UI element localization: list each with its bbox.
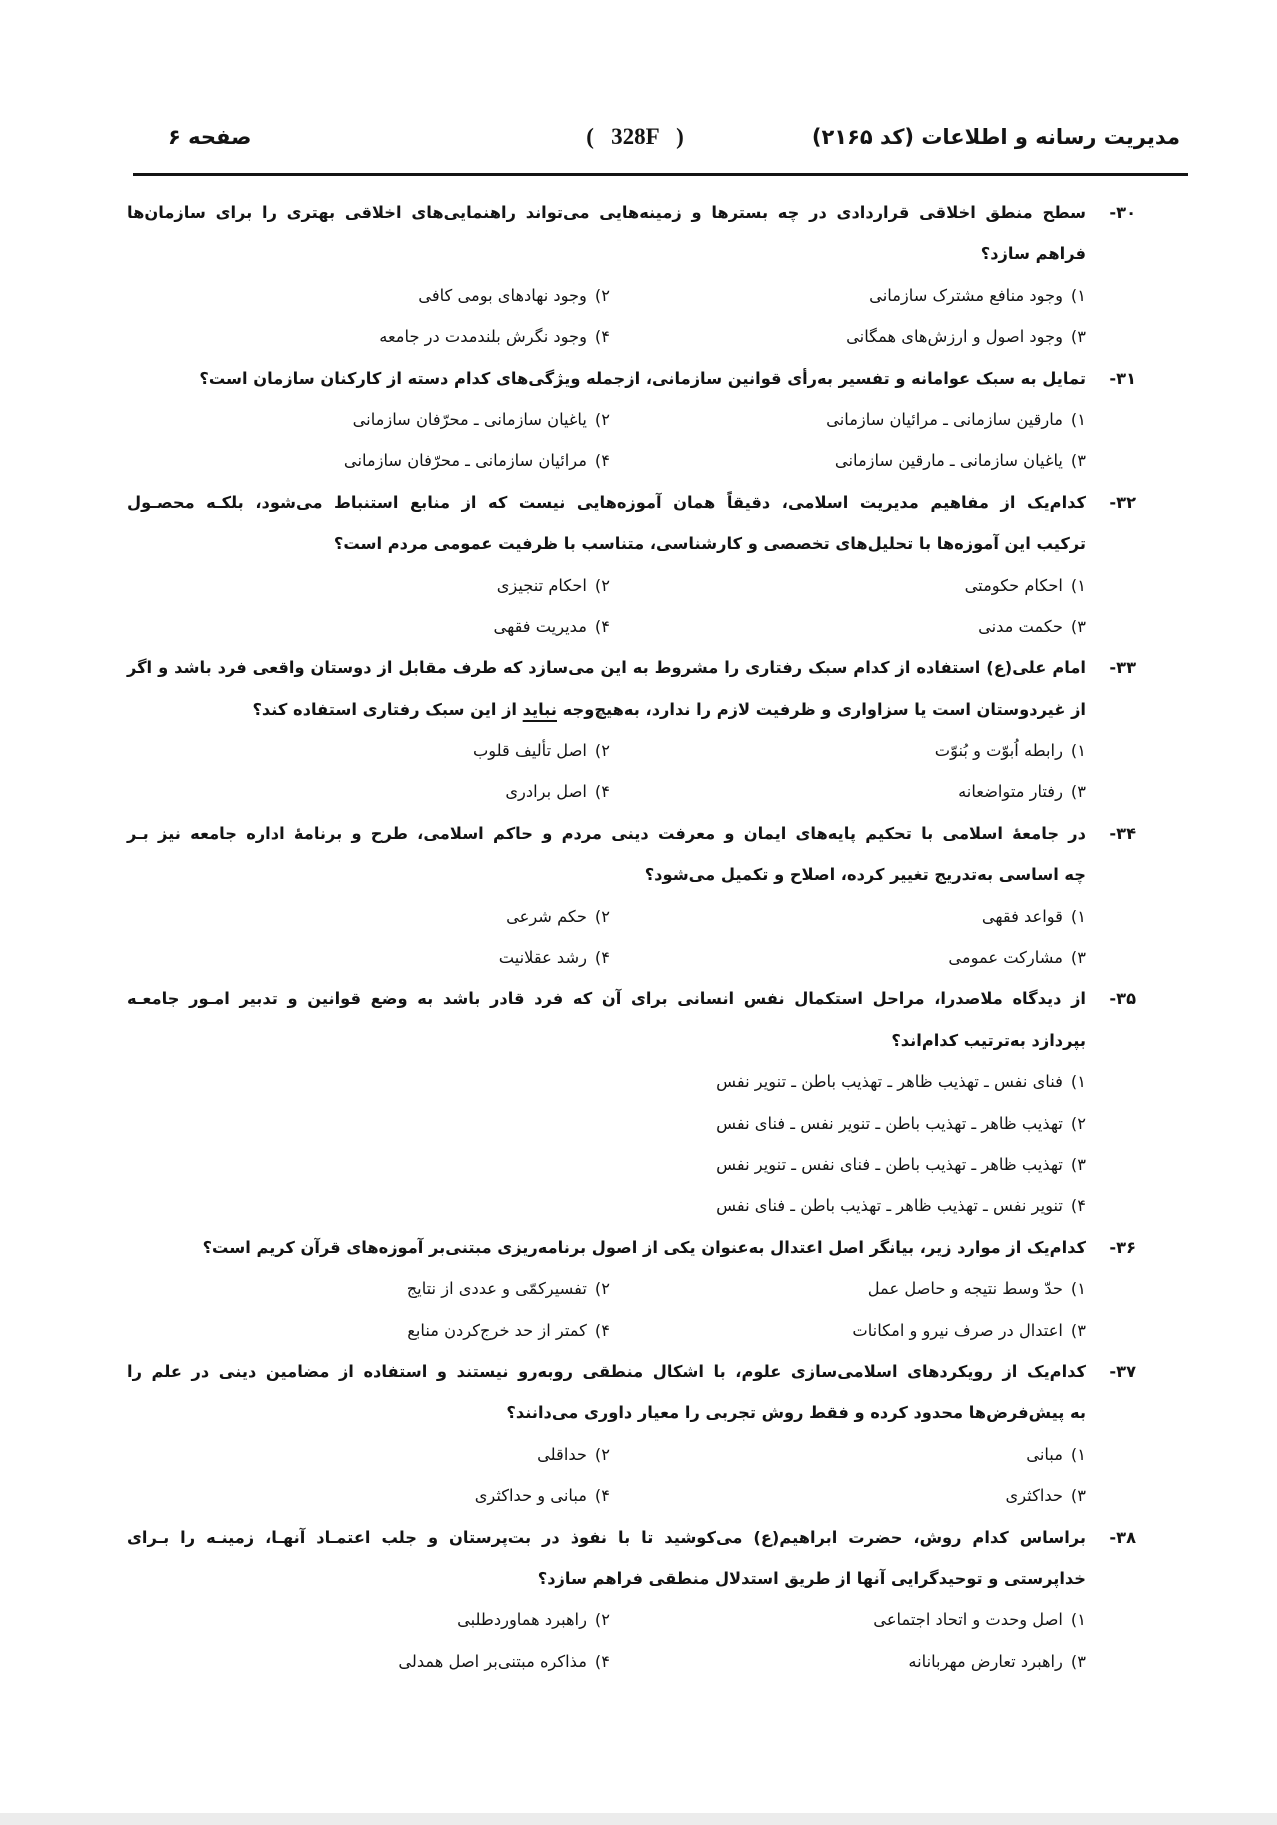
option-text: فنای نفس ـ تهذیب ظاهر ـ تهذیب باطن ـ تنویر نفس xyxy=(716,1072,1063,1092)
option-number: ۱) xyxy=(1070,1072,1086,1092)
question-item xyxy=(127,1351,1136,1517)
option-number: ۲) xyxy=(594,1279,610,1299)
option-item xyxy=(127,316,610,357)
option-item xyxy=(610,730,1086,771)
option-item xyxy=(610,565,1086,606)
question-item xyxy=(127,358,1136,482)
option-text: وجود نهادهای بومی کافی xyxy=(418,285,587,305)
option-text: اصل برادری xyxy=(505,782,587,802)
question-number: ۳۶- xyxy=(1109,1237,1136,1257)
question-stem-line: ترکیب این آموزه‌ها با تحلیل‌های تخصصی و کارشناسی، متناسب با ظرفیت عمومی مردم است؟ xyxy=(333,534,1086,554)
option-text: تفسیرکمّی و عددی از نتایج xyxy=(406,1279,587,1299)
question-stem-line: کدام‌یک از مفاهیم مدیریت اسلامی، دقیقاً همان آموزه‌هایی نیست که از منابع استنباط می‌شود، بلکـه محصـول xyxy=(127,492,1086,512)
option-item xyxy=(127,440,610,481)
option-item xyxy=(610,316,1086,357)
question-number: ۳۱- xyxy=(1109,368,1136,388)
option-item xyxy=(610,1434,1086,1475)
question-body xyxy=(127,358,1086,482)
question-stem-line: به پیش‌فرض‌ها محدود کرده و فقط روش تجربی را معیار داوری می‌دانند؟ xyxy=(506,1403,1086,1423)
question-stem-line: در جامعهٔ اسلامی با تحکیم پایه‌های ایمان و معرفت دینی مردم و حاکم اسلامی، طرح و برنامهٔ اداره جامعه نیز بـر xyxy=(127,823,1086,843)
option-number: ۴) xyxy=(594,1486,610,1506)
option-item xyxy=(610,1310,1086,1351)
option-text: حداقلی xyxy=(537,1444,587,1464)
option-text: کمتر از حد خرج‌کردن منابع xyxy=(407,1320,587,1340)
option-number: ۱) xyxy=(1070,741,1086,761)
question-item xyxy=(127,1227,1136,1351)
option-item xyxy=(127,1310,610,1351)
option-item xyxy=(127,399,610,440)
option-item xyxy=(127,1185,1086,1226)
option-number: ۲) xyxy=(594,285,610,305)
option-number: ۱) xyxy=(1070,906,1086,926)
question-body xyxy=(127,647,1086,813)
option-item xyxy=(127,1641,610,1682)
question-item xyxy=(127,978,1136,1226)
option-item xyxy=(127,771,610,812)
question-item xyxy=(127,647,1136,813)
option-text: رابطه اُبوّت و بُنوّت xyxy=(934,741,1063,761)
option-text: وجود منافع مشترک سازمانی xyxy=(869,285,1063,305)
question-body xyxy=(127,978,1086,1226)
option-item xyxy=(127,896,610,937)
question-number: ۳۷- xyxy=(1109,1361,1136,1381)
option-item xyxy=(127,1599,610,1640)
question-number: ۳۴- xyxy=(1109,823,1136,843)
header-rule xyxy=(133,173,1188,176)
option-text: رفتار متواضعانه xyxy=(958,782,1063,802)
question-number: ۳۵- xyxy=(1109,989,1136,1009)
option-number: ۴) xyxy=(594,451,610,471)
option-item xyxy=(610,771,1086,812)
option-item xyxy=(610,1641,1086,1682)
question-number: ۳۲- xyxy=(1109,492,1136,512)
question-stem-line: براساس کدام روش، حضرت ابراهیم(ع) می‌کوشید تا با نفوذ در بت‌پرستان و جلب اعتمـاد آنهـا، زمینـه را بـرای xyxy=(127,1527,1086,1547)
option-text: مذاکره مبتنی‌بر اصل همدلی xyxy=(398,1651,587,1671)
question-body xyxy=(127,813,1086,979)
option-text: احکام حکومتی xyxy=(964,575,1063,595)
option-text: مارقین سازمانی ـ مرائیان سازمانی xyxy=(826,409,1063,429)
option-item xyxy=(610,937,1086,978)
option-number: ۳) xyxy=(1070,451,1086,471)
question-stem xyxy=(127,1517,1086,1600)
option-text: اصل وحدت و اتحاد اجتماعی xyxy=(873,1610,1063,1630)
question-stem-line: از دیدگاه ملاصدرا، مراحل استکمال نفس انسانی برای آن که فرد قادر باشد به وضع قوانین و تدبیر امـور جامعـه xyxy=(127,989,1086,1009)
question-number: ۳۸- xyxy=(1109,1527,1136,1547)
option-number: ۴) xyxy=(594,782,610,802)
option-item xyxy=(610,440,1086,481)
option-list xyxy=(127,1061,1086,1227)
option-number: ۲) xyxy=(594,575,610,595)
question-stem xyxy=(127,813,1086,896)
option-number: ۲) xyxy=(594,1610,610,1630)
option-item xyxy=(610,606,1086,647)
option-number: ۲) xyxy=(594,906,610,926)
option-item xyxy=(127,1061,1086,1102)
option-text: تهذیب ظاهر ـ تهذیب باطن ـ فنای نفس ـ تنویر نفس xyxy=(716,1154,1063,1174)
option-item xyxy=(610,1599,1086,1640)
question-stem xyxy=(127,1351,1086,1434)
option-text: یاغیان سازمانی ـ مارقین سازمانی xyxy=(834,451,1063,471)
option-list xyxy=(127,1268,1086,1351)
question-body xyxy=(127,1517,1086,1683)
question-item xyxy=(127,192,1136,358)
question-stem-line: خداپرستی و توحیدگرایی آنها از طریق استدلال منطقی فراهم سازد؟ xyxy=(537,1568,1086,1588)
question-item xyxy=(127,813,1136,979)
option-text: رشد عقلانیت xyxy=(498,948,587,968)
option-list xyxy=(127,1434,1086,1517)
question-stem xyxy=(127,647,1086,730)
option-text: مبانی و حداکثری xyxy=(474,1486,587,1506)
question-body xyxy=(127,1351,1086,1517)
option-text: راهبرد تعارض مهربانانه xyxy=(908,1651,1063,1671)
question-stem-line: امام علی(ع) استفاده از کدام سبک رفتاری را مشروط به این می‌سازد که طرف مقابل از دوستان واقعی فرد باشد و اگر xyxy=(127,658,1086,678)
question-stem-line: فراهم سازد؟ xyxy=(980,244,1086,264)
option-number: ۴) xyxy=(594,948,610,968)
option-number: ۴) xyxy=(594,616,610,636)
option-item xyxy=(127,565,610,606)
question-list xyxy=(127,192,1136,1682)
question-stem-line: کدام‌یک از رویکردهای اسلامی‌سازی علوم، با اشکال منطقی روبه‌رو نیستند و استفاده از مضامین دینی در علم را xyxy=(127,1361,1086,1381)
option-item xyxy=(610,275,1086,316)
option-item xyxy=(127,275,610,316)
option-number: ۱) xyxy=(1070,1610,1086,1630)
option-number: ۳) xyxy=(1070,616,1086,636)
option-item xyxy=(127,1434,610,1475)
option-number: ۱) xyxy=(1070,409,1086,429)
option-text: اعتدال در صرف نیرو و امکانات xyxy=(852,1320,1063,1340)
option-item xyxy=(610,1268,1086,1309)
option-text: مدیریت فقهی xyxy=(493,616,587,636)
question-stem-line: کدام‌یک از موارد زیر، بیانگر اصل اعتدال به‌عنوان یکی از اصول برنامه‌ریزی مبتنی‌بر آموزه‌های قرآن کریم است؟ xyxy=(202,1237,1086,1257)
option-number: ۱) xyxy=(1070,1279,1086,1299)
option-item xyxy=(127,606,610,647)
option-list xyxy=(127,896,1086,979)
question-stem xyxy=(127,482,1086,565)
option-item xyxy=(610,896,1086,937)
option-number: ۳) xyxy=(1070,948,1086,968)
course-title: مدیریت رسانه و اطلاعات (کد ۲۱۶۵) xyxy=(811,125,1180,149)
option-number: ۳) xyxy=(1070,1320,1086,1340)
option-list xyxy=(127,565,1086,648)
booklet-code: ( 328F ) xyxy=(586,124,684,149)
option-number: ۲) xyxy=(594,409,610,429)
option-item xyxy=(127,1103,1086,1144)
option-number: ۱) xyxy=(1070,285,1086,305)
option-text: حکمت مدنی xyxy=(978,616,1063,636)
question-stem xyxy=(127,192,1086,275)
option-number: ۲) xyxy=(594,741,610,761)
option-number: ۳) xyxy=(1070,1486,1086,1506)
option-number: ۳) xyxy=(1070,1651,1086,1671)
question-number: ۳۳- xyxy=(1109,658,1136,678)
option-text: اصل تألیف قلوب xyxy=(472,741,587,761)
option-number: ۴) xyxy=(594,1320,610,1340)
option-list xyxy=(127,730,1086,813)
option-text: قواعد فقهی xyxy=(981,906,1063,926)
option-text: تنویر نفس ـ تهذیب ظاهر ـ تهذیب باطن ـ فنای نفس xyxy=(716,1196,1063,1216)
option-number: ۴) xyxy=(1070,1196,1086,1216)
option-number: ۲) xyxy=(594,1444,610,1464)
question-stem-line: بپردازد به‌ترتیب کدام‌اند؟ xyxy=(891,1030,1086,1050)
option-text: حداکثری xyxy=(1005,1486,1063,1506)
question-body xyxy=(127,1227,1086,1351)
option-item xyxy=(610,1475,1086,1516)
option-item xyxy=(127,730,610,771)
question-body xyxy=(127,482,1086,648)
option-number: ۱) xyxy=(1070,575,1086,595)
option-list xyxy=(127,1599,1086,1682)
option-text: وجود اصول و ارزش‌های همگانی xyxy=(846,327,1063,347)
option-list xyxy=(127,399,1086,482)
option-text: حدّ وسط نتیجه و حاصل عمل xyxy=(867,1279,1063,1299)
option-number: ۱) xyxy=(1070,1444,1086,1464)
question-item xyxy=(127,1517,1136,1683)
option-list xyxy=(127,275,1086,358)
option-text: مبانی xyxy=(1026,1444,1063,1464)
option-text: مرائیان سازمانی ـ محرّفان سازمانی xyxy=(343,451,587,471)
question-stem xyxy=(127,358,1086,399)
question-stem-line: سطح منطق اخلاقی قراردادی در چه بسترها و زمینه‌هایی می‌تواند راهنمایی‌های اخلاقی بهتری را برای سازمان‌ها xyxy=(127,203,1086,222)
option-text: حکم شرعی xyxy=(506,906,587,926)
option-number: ۴) xyxy=(594,1651,610,1671)
question-item xyxy=(127,482,1136,648)
option-item xyxy=(127,937,610,978)
question-stem xyxy=(127,978,1086,1061)
question-stem-line: از غیردوستان است یا سزاواری و ظرفیت لازم را ندارد، به‌هیچ‌وجه نباید از این سبک رفتاری استفاده کند؟ xyxy=(252,699,1086,719)
option-number: ۴) xyxy=(594,327,610,347)
option-item xyxy=(127,1144,1086,1185)
option-text: احکام تنجیزی xyxy=(496,575,587,595)
question-stem-line: تمایل به سبک عوامانه و تفسیر به‌رأی قوانین سازمانی، ازجمله ویژگی‌های کدام دسته از کارکنان سازمان است؟ xyxy=(199,368,1086,388)
underlined-word: نباید xyxy=(522,699,557,719)
option-text: راهبرد هماوردطلبی xyxy=(457,1610,587,1630)
page-number: صفحه ۶ xyxy=(168,125,252,149)
option-item xyxy=(610,399,1086,440)
option-number: ۳) xyxy=(1070,782,1086,802)
question-body xyxy=(127,192,1086,358)
option-text: مشارکت عمومی xyxy=(948,948,1063,968)
option-number: ۲) xyxy=(1070,1113,1086,1133)
page-bottom-edge xyxy=(0,1813,1277,1825)
option-number: ۳) xyxy=(1070,1154,1086,1174)
option-text: وجود نگرش بلندمدت در جامعه xyxy=(379,327,587,347)
option-text: یاغیان سازمانی ـ محرّفان سازمانی xyxy=(352,409,587,429)
option-item xyxy=(127,1475,610,1516)
question-stem-line: چه اساسی به‌تدریج تغییر کرده، اصلاح و تکمیل می‌شود؟ xyxy=(644,865,1086,885)
option-text: تهذیب ظاهر ـ تهذیب باطن ـ تنویر نفس ـ فنای نفس xyxy=(716,1113,1063,1133)
option-item xyxy=(127,1268,610,1309)
option-number: ۳) xyxy=(1070,327,1086,347)
question-stem xyxy=(127,1227,1086,1268)
question-number: ۳۰- xyxy=(1109,203,1136,222)
